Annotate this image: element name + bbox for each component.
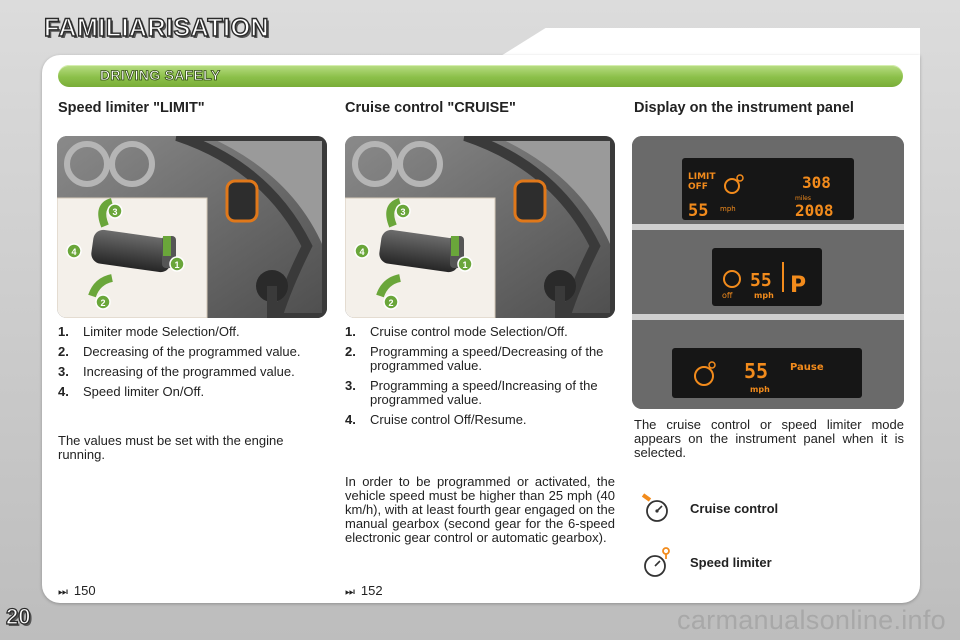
- section-banner: [58, 65, 903, 87]
- section-title: DRIVING SAFELY: [100, 67, 221, 83]
- card-notch: [440, 28, 920, 58]
- speed-limiter-note: The values must be set with the engine running.: [58, 433, 284, 462]
- instrument-panel-image: [632, 136, 904, 409]
- page-ref-150[interactable]: ⏭ 150: [58, 583, 96, 598]
- legend-speed-limiter: [640, 546, 772, 578]
- callout-3: 3: [112, 207, 118, 217]
- lcd3-status: Pause: [790, 362, 824, 373]
- list-item: 3. Increasing of the programmed value.: [58, 364, 295, 379]
- list-item: 4. Cruise control Off/Resume.: [345, 412, 527, 427]
- list-item: 2. Decreasing of the programmed value.: [58, 344, 301, 359]
- lcd2-off: off: [722, 291, 733, 300]
- callout-4: 4: [359, 247, 365, 257]
- lcd1-speed: 55: [688, 201, 709, 221]
- lcd2-gear: P: [790, 273, 807, 298]
- lcd2-unit: mph: [754, 291, 774, 300]
- lcd3-speed: 55: [744, 359, 769, 383]
- callout-4: 4: [71, 247, 77, 257]
- lcd1-unit: mph: [720, 205, 736, 213]
- callout-1: 1: [174, 260, 180, 270]
- cruise-control-note: In order to be programmed or activated, the vehicle speed must be higher than 25 mph (40 km/h), with at least fourth gear engaged on the manual gearbox (second gear for the 6-speed electronic gear control or automatic gearbox).: [345, 474, 615, 545]
- speed-limiter-stalk-image: [57, 136, 327, 318]
- page-number: 20: [6, 604, 31, 629]
- cruise-control-stalk-image: [345, 136, 615, 318]
- speed-limiter-list: [58, 325, 328, 405]
- lcd2-speed: 55: [750, 270, 772, 291]
- callout-2: 2: [388, 298, 394, 308]
- list-item: 3. Programming a speed/Increasing of the programmed value.: [345, 378, 598, 407]
- cruise-control-icon: [640, 492, 672, 524]
- legend-label: Speed limiter: [690, 554, 772, 570]
- page-ref-arrow-icon: ⏭: [345, 586, 355, 598]
- cruise-control-list: [345, 325, 615, 433]
- legend-label: Cruise control: [690, 500, 779, 516]
- display-heading: Display on the instrument panel: [634, 100, 854, 116]
- list-item: 4. Speed limiter On/Off.: [58, 384, 205, 399]
- cruise-control-heading: Cruise control "CRUISE": [345, 100, 516, 116]
- lcd3-unit: mph: [750, 385, 770, 394]
- watermark: carmanualsonline.info: [677, 605, 946, 635]
- display-note: The cruise control or speed limiter mode appears on the instrument panel when it is selected.: [634, 417, 904, 460]
- page-header-title: FAMILIARISATION: [44, 14, 270, 42]
- list-item: 1. Cruise control mode Selection/Off.: [345, 324, 568, 339]
- legend-cruise-control: [640, 492, 778, 524]
- callout-1: 1: [462, 260, 468, 270]
- lcd-off: OFF: [688, 182, 708, 192]
- lcd1-trip: 2008: [795, 201, 834, 220]
- callout-2: 2: [100, 298, 106, 308]
- lcd1-odo: 308: [802, 173, 831, 192]
- speed-limiter-heading: Speed limiter "LIMIT": [58, 100, 205, 116]
- lcd-limit: LIMIT: [688, 172, 716, 182]
- page-ref-152[interactable]: ⏭ 152: [345, 583, 383, 598]
- speed-limiter-icon: [640, 546, 672, 578]
- lcd1-odo-unit: miles: [795, 195, 811, 202]
- callout-3: 3: [400, 207, 406, 217]
- list-item: 2. Programming a speed/Decreasing of the programmed value.: [345, 344, 604, 373]
- list-item: 1. Limiter mode Selection/Off.: [58, 324, 240, 339]
- page-ref-arrow-icon: ⏭: [58, 586, 68, 598]
